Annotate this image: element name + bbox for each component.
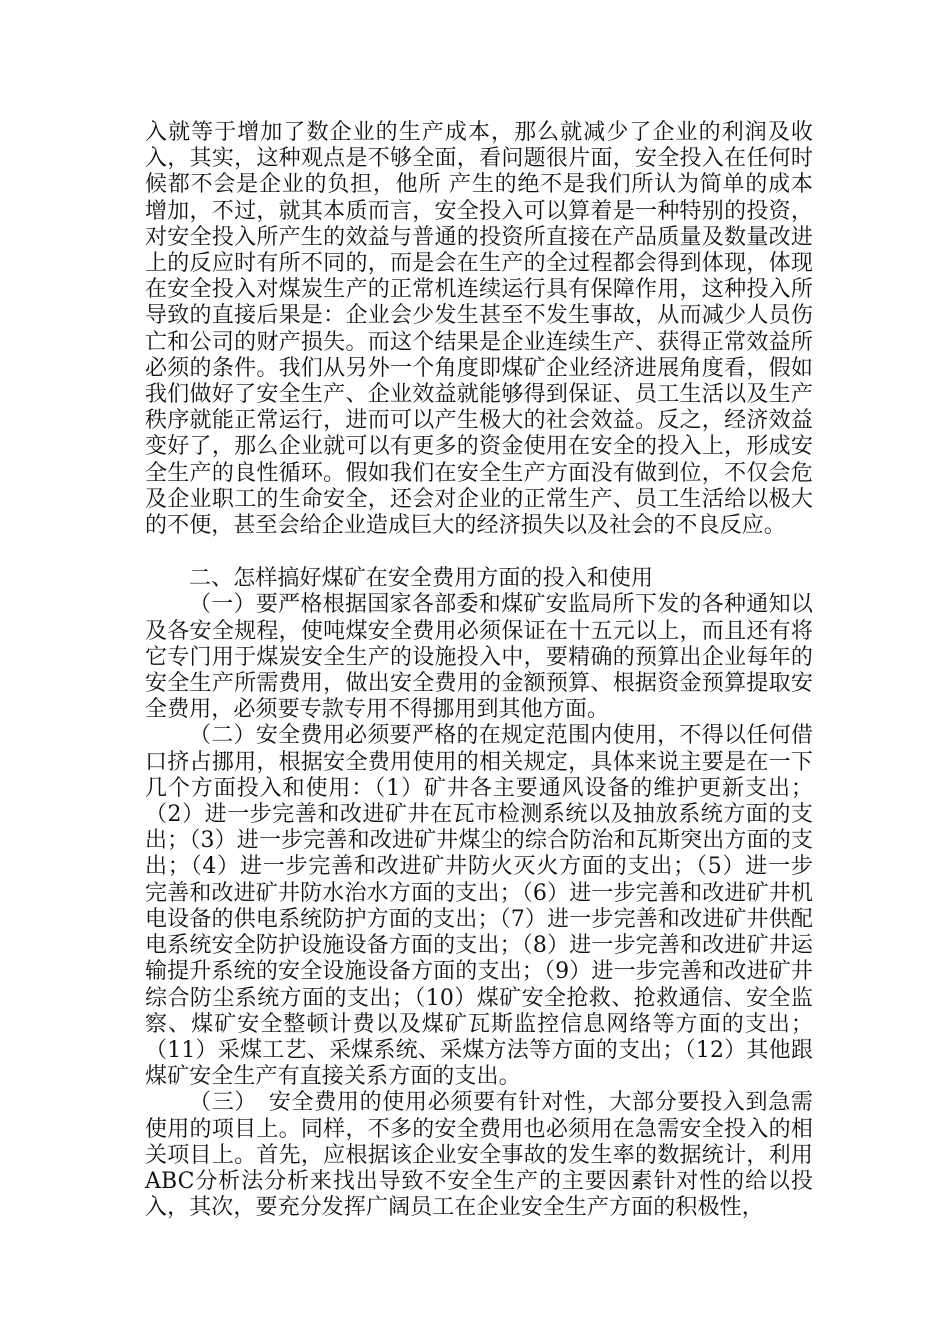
paragraph-item-1: （一）要严格根据国家各部委和煤矿安监局所下发的各种通知以及各安全规程，使吨煤安全费用必须保证在十五元以上，而且还有将它专门用于煤炭安全生产的设施投入中，要精确的预算出企业每年的安全生产所需费用，做出安全费用的金额预算、根据资金预算提取安全费用，必须要专款专用不得挪用到其他方面。 (145, 592, 813, 723)
paragraph-safety-investment-benefits: 入就等于增加了数企业的生产成本，那么就减少了企业的利润及收入，其实，这种观点是不够全面，看问题很片面，安全投入在任何时候都不会是企业的负担，他所 产生的绝不是我们所认为简单的成本增加，不过，就其本质而言，安全投入可以算着是一种特别的投资，对安全投入所产生的效益与普通的投资所直接在产品质量及数量改进上的反应时有所不同的，而是会在生产的全过程都会得到体现，体现在安全投入对煤炭生产的正常机连续运行具有保障作用，这种投入所导致的直接后果是：企业会少发生甚至不发生事故，从而减少人员伤亡和公司的财产损失。而这个结果是企业连续生产、获得正常效益所必须的条件。我们从另外一个角度即煤矿企业经济进展角度看，假如我们做好了安全生产、企业效益就能够得到保证、员工生活以及生产秩序就能正常运行，进而可以产生极大的社会效益。反之，经济效益变好了，那么企业就可以有更多的资金使用在安全的投入上，形成安全生产的良性循环。假如我们在安全生产方面没有做到位，不仅会危及企业职工的生命安全，还会对企业的正常生产、员工生活给以极大的不便，甚至会给企业造成巨大的经济损失以及社会的不良反应。 (145, 120, 813, 539)
paragraph-gap (145, 539, 813, 566)
paragraph-item-2: （二）安全费用必须要严格的在规定范围内使用，不得以任何借口挤占挪用，根据安全费用使用的相关规定，具体来说主要是在一下几个方面投入和使用：（1）矿井各主要通风设备的维护更新支出；（2）进一步完善和改进矿井在瓦市检测系统以及抽放系统方面的支出；（3）进一步完善和改进矿井煤尘的综合防治和瓦斯突出方面的支出；（4）进一步完善和改进矿井防火灭火方面的支出；（5）进一步完善和改进矿井防水治水方面的支出；（6）进一步完善和改进矿井机电设备的供电系统防护方面的支出；（7）进一步完善和改进矿井供配电系统安全防护设施设备方面的支出；（8）进一步完善和改进矿井运输提升系统的安全设施设备方面的支出；（9）进一步完善和改进矿井综合防尘系统方面的支出；（10）煤矿安全抢救、抢救通信、安全监察、煤矿安全整顿计费以及煤矿瓦斯监控信息网络等方面的支出；（11）采煤工艺、采煤系统、采煤方法等方面的支出；（12）其他跟煤矿安全生产有直接关系方面的支出。 (145, 723, 813, 1090)
section-heading: 二、怎样搞好煤矿在安全费用方面的投入和使用 (189, 566, 654, 592)
document-body (145, 120, 813, 1221)
paragraph-item-3: （三） 安全费用的使用必须要有针对性，大部分要投入到急需使用的项目上。同样，不多的安全费用也必须用在急需安全投入的相关项目上。首先，应根据该企业安全事故的发生率的数据统计，利用ABC分析法分析来找出导致不安全生产的主要因素针对性的给以投入，其次，要充分发挥广阔员工在企业安全生产方面的积极性， (145, 1090, 813, 1221)
